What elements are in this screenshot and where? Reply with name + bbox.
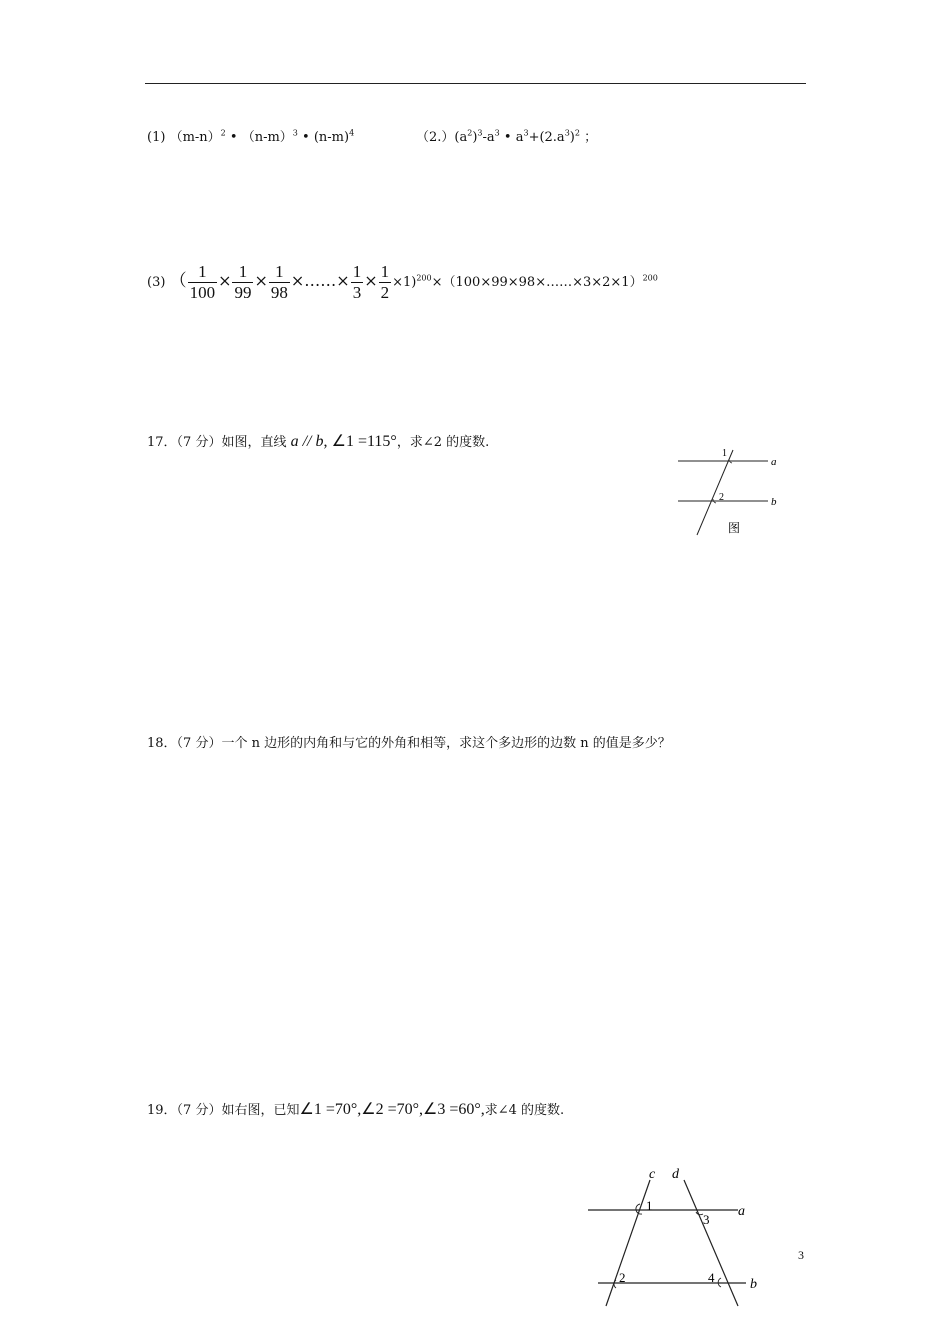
question-18: 18．（7 分）一个 n 边形的内角和与它的外角和相等，求这个多边形的边数 n 的值是多少？	[147, 736, 671, 751]
line-b-label: b	[750, 1277, 757, 1292]
line-d	[684, 1180, 738, 1306]
angle-1-label: 1	[722, 448, 727, 459]
fraction: $\frac{1}{3}$	[352, 262, 362, 302]
header-rule	[145, 83, 806, 84]
page-number: 3	[798, 1248, 804, 1262]
fraction: $\frac{1}{2}$	[380, 262, 390, 302]
angle-4-label: 4	[708, 1270, 715, 1285]
angle-2-arc	[614, 1280, 616, 1288]
angle-3-arc	[696, 1212, 703, 1215]
angle-3-label: 3	[703, 1212, 710, 1227]
fraction: $\frac{1}{100}$	[189, 262, 216, 302]
problem-2: $(2.)(a^2)^3-a^3$ • $a^3+(2.a^3)^2$ ；	[416, 128, 598, 145]
line-a-label: a	[771, 456, 777, 468]
problem-1: (1) $(m-n)^2$ • $(n-m)^3$ • $(n-m)^4$	[147, 128, 355, 145]
angle-2-label: 2	[619, 1270, 626, 1285]
problem-3: (3) （ $\frac{1}{100}$ × $\frac{1}{99}$ × $\frac{1}{98}$ ×……× $\frac{1}{3}$ × $\frac{1}{2}$ ×1)$^{200}$×（100×99×98×……×3×2×1）$^{200}$	[147, 262, 658, 302]
line-a-label: a	[738, 1204, 745, 1219]
figure-caption: 图	[728, 521, 741, 535]
question-19: 19．（7 分）如右图，已知∠1 =70°,∠2 =70°,∠3 =60°,求∠4 的度数.	[147, 1101, 565, 1118]
line-c	[606, 1180, 650, 1306]
line-d-label: d	[672, 1167, 679, 1182]
angle-1-label: 1	[646, 1198, 653, 1213]
fraction: $\frac{1}{99}$	[234, 262, 252, 302]
fraction: $\frac{1}{98}$	[270, 262, 288, 302]
figure-19	[580, 1160, 780, 1320]
question-17: 17．（7 分）如图，直线 a // b, ∠1 =115°，求∠2 的度数.	[147, 433, 490, 450]
figure-17	[670, 440, 790, 545]
line-c-label: c	[649, 1167, 656, 1182]
angle-2-label: 2	[719, 492, 724, 503]
line-b-label: b	[771, 496, 777, 508]
